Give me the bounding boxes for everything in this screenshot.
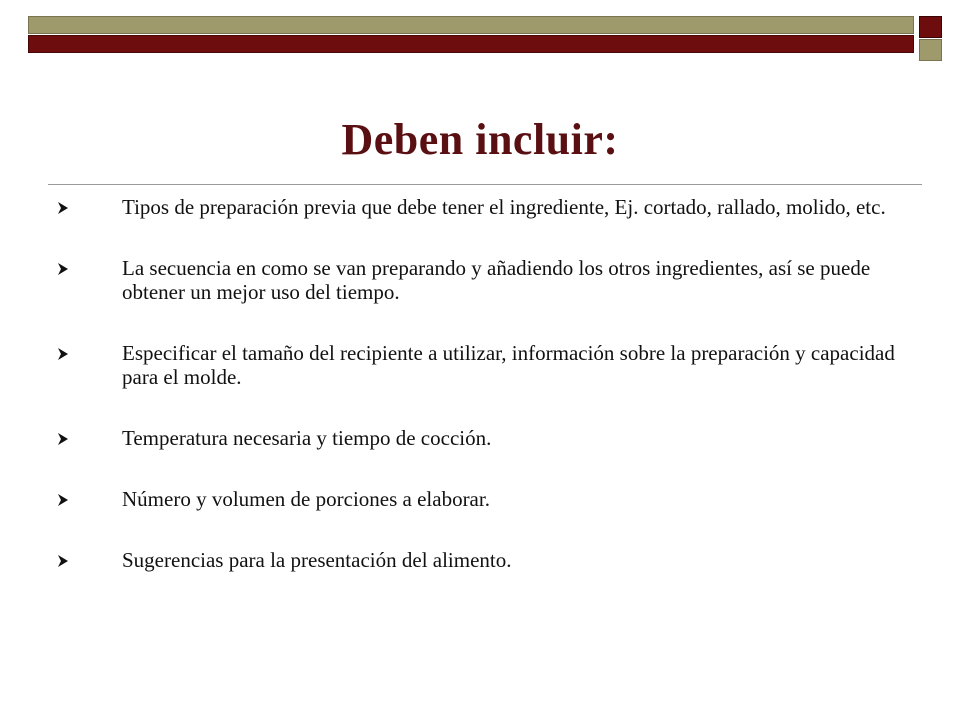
arrow-bullet-icon	[56, 262, 70, 276]
bullet-item-preparacion	[56, 195, 916, 219]
bullet-text: La secuencia en como se van preparando y añadiendo los otros ingredientes, así se puede obtener un mejor uso del tiempo.	[122, 256, 871, 304]
corner-square-maroon	[919, 16, 942, 38]
bullet-item-temperatura	[56, 426, 916, 450]
arrow-bullet-icon	[56, 201, 70, 215]
arrow-bullet-icon	[56, 347, 70, 361]
arrow-bullet-icon	[56, 432, 70, 446]
bullet-text: Especificar el tamaño del recipiente a utilizar, información sobre la preparación y capacidad para el molde.	[122, 341, 895, 389]
corner-square-olive	[919, 39, 942, 61]
bullet-item-secuencia	[56, 256, 916, 304]
bullet-item-presentacion	[56, 548, 916, 572]
bullet-text: Sugerencias para la presentación del alimento.	[122, 548, 512, 572]
bullet-item-recipiente	[56, 341, 916, 389]
bullet-list	[56, 195, 916, 572]
title-divider	[48, 184, 922, 185]
header-bar-maroon	[28, 35, 914, 53]
arrow-bullet-icon	[56, 554, 70, 568]
bullet-text: Tipos de preparación previa que debe tener el ingrediente, Ej. cortado, rallado, molido, etc.	[122, 195, 886, 219]
bullet-text: Número y volumen de porciones a elaborar.	[122, 487, 490, 511]
header-band-olive	[28, 16, 914, 34]
bullet-item-porciones	[56, 487, 916, 511]
slide-title: Deben incluir:	[341, 115, 619, 164]
bullet-text: Temperatura necesaria y tiempo de cocción.	[122, 426, 492, 450]
arrow-bullet-icon	[56, 493, 70, 507]
